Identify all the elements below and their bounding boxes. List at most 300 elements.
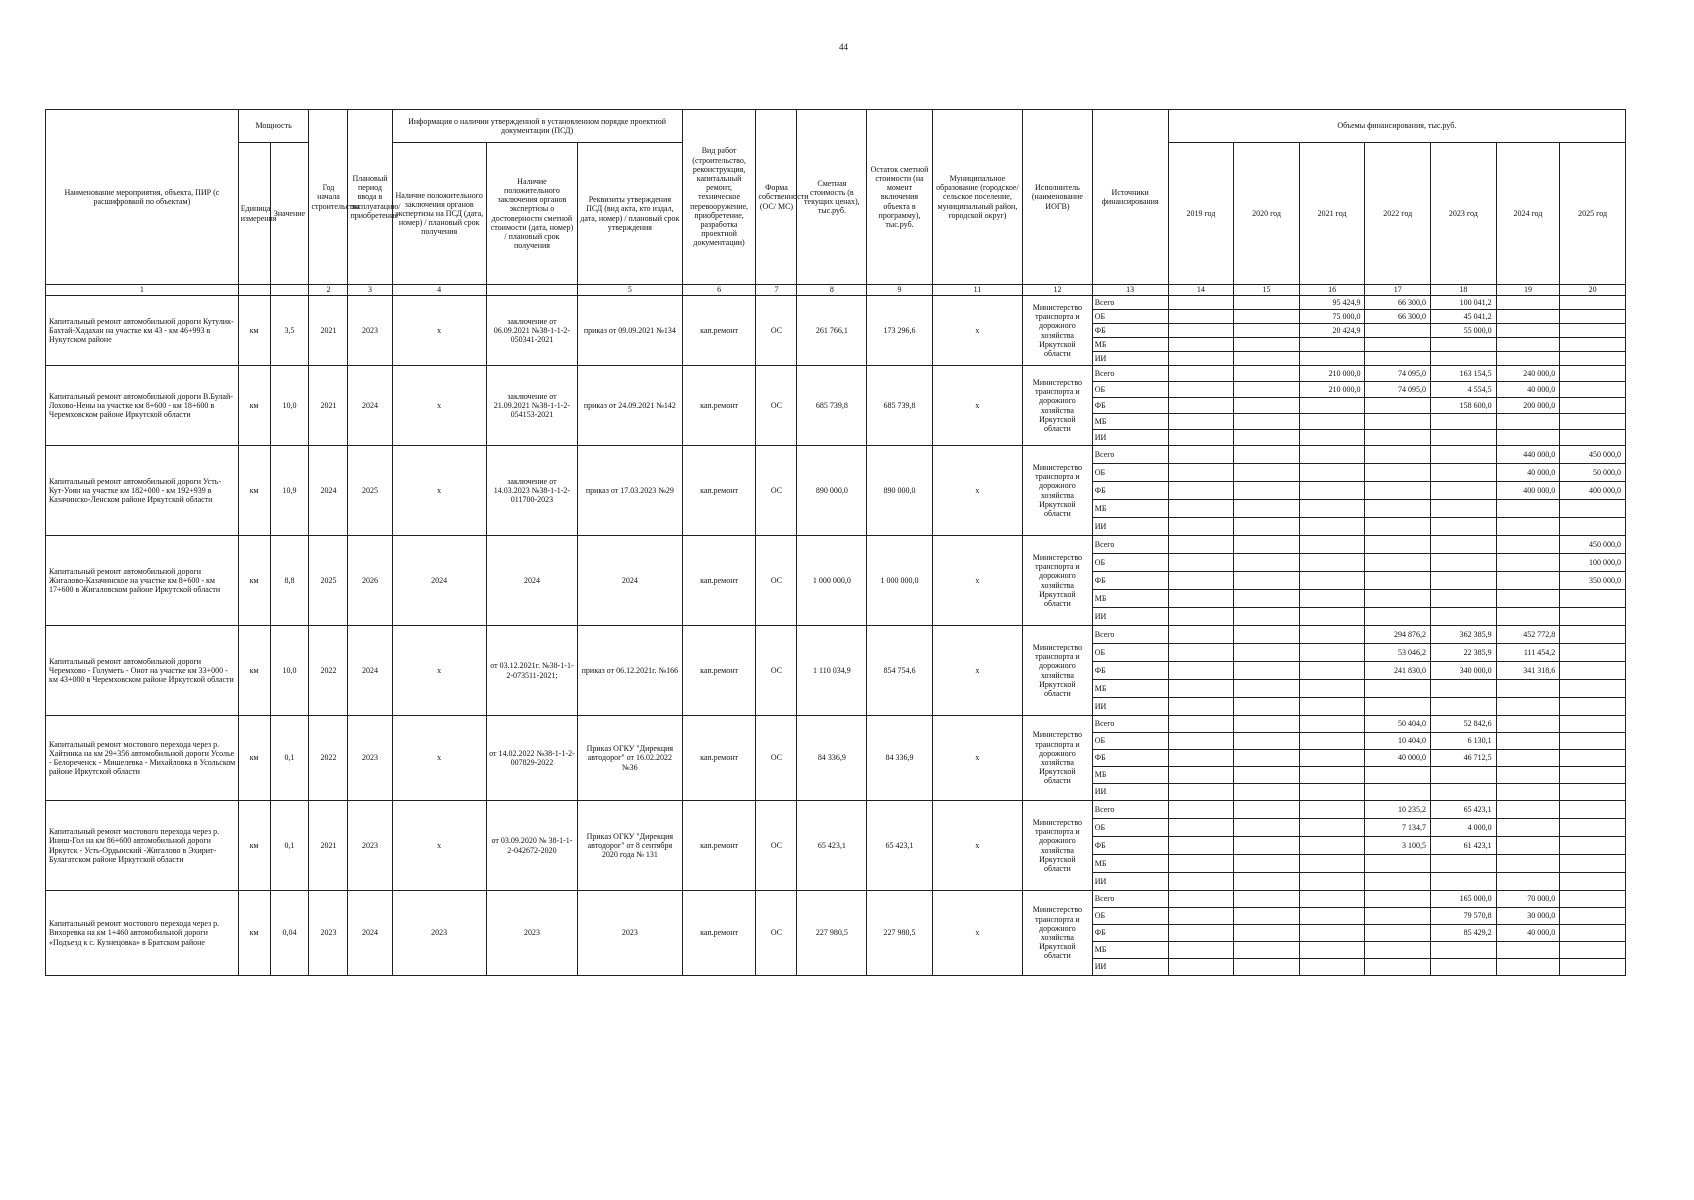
funding-value-cell [1365, 536, 1431, 554]
funding-source-cell: ИИ [1092, 784, 1168, 801]
funding-value-cell: 350 000,0 [1560, 572, 1626, 590]
funding-value-cell [1168, 891, 1234, 908]
funding-value-cell [1431, 464, 1497, 482]
funding-value-cell [1234, 338, 1300, 352]
object-name: Капитальный ремонт автомобильной дороги В.Булай-Лохово-Нены на участке км 8+600 - км 18+600 в Черемховском районе Иркутской области [46, 366, 239, 446]
funding-value-cell: 45 041,2 [1431, 310, 1497, 324]
funding-source-cell: МБ [1092, 590, 1168, 608]
executor-cell: Министерство транспорта и дорожного хозяйства Иркутской области [1023, 891, 1093, 976]
table-row [46, 536, 1626, 554]
funding-value-cell [1365, 925, 1431, 942]
value-cell: 0,1 [270, 716, 309, 801]
column-number: 17 [1365, 285, 1431, 296]
funding-value-cell [1234, 716, 1300, 733]
funding-value-cell [1560, 716, 1626, 733]
funding-value-cell [1496, 698, 1560, 716]
funding-value-cell [1365, 855, 1431, 873]
funding-value-cell: 241 830,0 [1365, 662, 1431, 680]
funding-value-cell [1431, 554, 1497, 572]
municipality-cell: х [932, 296, 1022, 366]
ownership-cell: ОС [756, 366, 797, 446]
funding-source-cell: ОБ [1092, 644, 1168, 662]
object-name: Капитальный ремонт мостового перехода через р. Вихоревка на км 1+460 автомобильной дороги «Подъезд к с. Кузнецовка» в Братском районе [46, 891, 239, 976]
funding-value-cell [1299, 959, 1365, 976]
funding-value-cell [1168, 366, 1234, 382]
funding-value-cell: 75 000,0 [1299, 310, 1365, 324]
funding-value-cell: 61 423,1 [1431, 837, 1497, 855]
work-type-cell: кап.ремонт [682, 296, 756, 366]
funding-value-cell: 165 000,0 [1431, 891, 1497, 908]
funding-value-cell [1234, 414, 1300, 430]
funding-value-cell [1496, 338, 1560, 352]
funding-value-cell: 66 300,0 [1365, 296, 1431, 310]
executor-cell: Министерство транспорта и дорожного хозяйства Иркутской области [1023, 296, 1093, 366]
remaining-cost-cell: 890 000,0 [867, 446, 933, 536]
funding-value-cell [1560, 698, 1626, 716]
funding-value-cell [1560, 662, 1626, 680]
funding-value-cell: 100 000,0 [1560, 554, 1626, 572]
funding-value-cell [1234, 644, 1300, 662]
funding-value-cell [1496, 352, 1560, 366]
funding-value-cell [1431, 430, 1497, 446]
funding-value-cell [1365, 500, 1431, 518]
funding-value-cell [1168, 819, 1234, 837]
table-row [46, 296, 1626, 310]
funding-value-cell [1234, 608, 1300, 626]
funding-source-cell: Всего [1092, 446, 1168, 464]
funding-value-cell [1234, 310, 1300, 324]
funding-value-cell [1168, 855, 1234, 873]
funding-value-cell: 158 600,0 [1431, 398, 1497, 414]
column-number [486, 285, 577, 296]
funding-value-cell: 40 000,0 [1496, 464, 1560, 482]
funding-value-cell [1234, 482, 1300, 500]
funding-value-cell [1560, 382, 1626, 398]
unit-cell: км [238, 626, 270, 716]
funding-value-cell [1299, 572, 1365, 590]
funding-value-cell: 85 429,2 [1431, 925, 1497, 942]
value-cell: 3,5 [270, 296, 309, 366]
funding-value-cell [1431, 767, 1497, 784]
funding-value-cell [1560, 750, 1626, 767]
funding-value-cell [1299, 352, 1365, 366]
funding-source-cell: ФБ [1092, 572, 1168, 590]
table-row [46, 716, 1626, 733]
funding-value-cell [1365, 398, 1431, 414]
funding-value-cell [1299, 733, 1365, 750]
funding-value-cell [1168, 767, 1234, 784]
funding-value-cell [1560, 430, 1626, 446]
funding-source-cell: МБ [1092, 680, 1168, 698]
object-name: Капитальный ремонт автомобильной дороги Усть-Кут-Уоян на участке км 182+000 - км 192+939 в Казачинско-Ленском районе Иркутской области [46, 446, 239, 536]
table-row [46, 801, 1626, 819]
funding-value-cell [1431, 352, 1497, 366]
funding-value-cell: 10 235,2 [1365, 801, 1431, 819]
funding-value-cell [1431, 518, 1497, 536]
work-type-cell: кап.ремонт [682, 716, 756, 801]
header-capacity: Мощность [238, 110, 309, 143]
municipality-cell: х [932, 716, 1022, 801]
funding-value-cell [1560, 518, 1626, 536]
header-psd-approval: Реквизиты утверждения ПСД (вид акта, кто издал, дата, номер) / плановый срок утверждения [578, 143, 683, 285]
ownership-cell: ОС [756, 536, 797, 626]
ownership-cell: ОС [756, 716, 797, 801]
executor-cell: Министерство транспорта и дорожного хозяйства Иркутской области [1023, 366, 1093, 446]
funding-value-cell [1496, 554, 1560, 572]
object-name: Капитальный ремонт мостового перехода через р. Хайтинка на км 29+356 автомобильной дороги Усолье - Белореченск - Мишелевка - Михайловка в Усольском районе Иркутской области [46, 716, 239, 801]
planned-period-cell: 2025 [348, 446, 392, 536]
table-row [46, 366, 1626, 382]
funding-value-cell [1234, 767, 1300, 784]
psd-cost-expertise-cell: от 14.02.2022 №38-1-1-2-007829-2022 [486, 716, 577, 801]
start-year-cell: 2024 [309, 446, 348, 536]
funding-value-cell [1560, 891, 1626, 908]
funding-value-cell [1168, 398, 1234, 414]
planned-period-cell: 2023 [348, 296, 392, 366]
work-type-cell: кап.ремонт [682, 801, 756, 891]
funding-value-cell [1299, 801, 1365, 819]
object-name: Капитальный ремонт автомобильной дороги Кутулик-Бахтай-Хадахан на участке км 43 - км 46+993 в Нукутском районе [46, 296, 239, 366]
funding-source-cell: ОБ [1092, 554, 1168, 572]
funding-source-cell: МБ [1092, 767, 1168, 784]
funding-value-cell: 163 154,5 [1431, 366, 1497, 382]
funding-value-cell [1365, 324, 1431, 338]
column-number [238, 285, 270, 296]
executor-cell: Министерство транспорта и дорожного хозяйства Иркутской области [1023, 536, 1093, 626]
funding-value-cell [1431, 959, 1497, 976]
funding-value-cell: 30 000,0 [1496, 908, 1560, 925]
funding-value-cell [1365, 482, 1431, 500]
funding-value-cell [1168, 733, 1234, 750]
funding-value-cell [1365, 942, 1431, 959]
column-number: 12 [1023, 285, 1093, 296]
funding-value-cell [1431, 608, 1497, 626]
funding-source-cell: ФБ [1092, 398, 1168, 414]
funding-value-cell: 22 385,9 [1431, 644, 1497, 662]
funding-value-cell [1560, 590, 1626, 608]
funding-value-cell: 40 000,0 [1496, 925, 1560, 942]
funding-value-cell [1168, 572, 1234, 590]
value-cell: 10,9 [270, 446, 309, 536]
funding-value-cell [1168, 310, 1234, 324]
funding-value-cell [1168, 500, 1234, 518]
funding-value-cell: 7 134,7 [1365, 819, 1431, 837]
funding-value-cell [1234, 873, 1300, 891]
funding-value-cell [1560, 819, 1626, 837]
funding-value-cell [1560, 959, 1626, 976]
funding-source-cell: МБ [1092, 500, 1168, 518]
funding-value-cell [1560, 398, 1626, 414]
start-year-cell: 2022 [309, 716, 348, 801]
funding-value-cell [1365, 784, 1431, 801]
funding-value-cell [1496, 572, 1560, 590]
funding-value-cell [1431, 500, 1497, 518]
funding-value-cell [1560, 837, 1626, 855]
funding-value-cell [1299, 464, 1365, 482]
funding-value-cell [1431, 536, 1497, 554]
municipality-cell: х [932, 366, 1022, 446]
funding-source-cell: МБ [1092, 338, 1168, 352]
funding-value-cell: 3 100,5 [1365, 837, 1431, 855]
funding-value-cell [1168, 482, 1234, 500]
funding-source-cell: Всего [1092, 626, 1168, 644]
funding-value-cell [1234, 733, 1300, 750]
funding-source-cell: ИИ [1092, 608, 1168, 626]
funding-source-cell: ФБ [1092, 324, 1168, 338]
table-row [46, 446, 1626, 464]
funding-value-cell: 79 570,8 [1431, 908, 1497, 925]
funding-value-cell [1365, 590, 1431, 608]
funding-value-cell [1299, 819, 1365, 837]
start-year-cell: 2021 [309, 296, 348, 366]
psd-approval-cell: Приказ ОГКУ "Дирекция автодорог" от 8 сентября 2020 года № 131 [578, 801, 683, 891]
planned-period-cell: 2023 [348, 716, 392, 801]
funding-value-cell [1496, 873, 1560, 891]
estimated-cost-cell: 65 423,1 [797, 801, 867, 891]
funding-value-cell [1299, 590, 1365, 608]
funding-value-cell [1234, 855, 1300, 873]
funding-value-cell [1299, 942, 1365, 959]
funding-value-cell [1560, 366, 1626, 382]
funding-value-cell: 450 000,0 [1560, 536, 1626, 554]
header-name: Наименование мероприятия, объекта, ПИР (с расшифровкой по объектам) [46, 110, 239, 285]
header-work-type: Вид работ (строительство, реконструкция, капитальный ремонт, техническое перевооружение, приобретение, разработка проектной документации) [682, 110, 756, 285]
funding-source-cell: ИИ [1092, 430, 1168, 446]
funding-value-cell: 53 046,2 [1365, 644, 1431, 662]
funding-source-cell: ИИ [1092, 873, 1168, 891]
funding-value-cell [1168, 296, 1234, 310]
funding-value-cell [1168, 536, 1234, 554]
funding-value-cell: 340 000,0 [1431, 662, 1497, 680]
funding-value-cell [1168, 698, 1234, 716]
psd-approval-cell: приказ от 09.09.2021 №134 [578, 296, 683, 366]
psd-approval-cell: приказ от 17.03.2023 №29 [578, 446, 683, 536]
funding-value-cell: 6 130,1 [1431, 733, 1497, 750]
funding-value-cell [1299, 500, 1365, 518]
start-year-cell: 2021 [309, 366, 348, 446]
value-cell: 8,8 [270, 536, 309, 626]
funding-value-cell [1431, 590, 1497, 608]
funding-value-cell: 52 842,6 [1431, 716, 1497, 733]
funding-value-cell [1299, 644, 1365, 662]
header-remaining-cost: Остаток сметной стоимости (на момент включения объекта в программу), тыс.руб. [867, 110, 933, 285]
funding-value-cell [1168, 464, 1234, 482]
work-type-cell: кап.ремонт [682, 626, 756, 716]
column-number: 4 [392, 285, 486, 296]
funding-value-cell: 46 712,5 [1431, 750, 1497, 767]
funding-value-cell [1496, 801, 1560, 819]
funding-value-cell [1168, 608, 1234, 626]
work-type-cell: кап.ремонт [682, 366, 756, 446]
funding-value-cell [1234, 398, 1300, 414]
planned-period-cell: 2024 [348, 891, 392, 976]
funding-source-cell: Всего [1092, 296, 1168, 310]
funding-value-cell [1299, 608, 1365, 626]
funding-source-cell: МБ [1092, 942, 1168, 959]
planned-period-cell: 2024 [348, 366, 392, 446]
unit-cell: км [238, 536, 270, 626]
funding-value-cell [1431, 873, 1497, 891]
executor-cell: Министерство транспорта и дорожного хозяйства Иркутской области [1023, 801, 1093, 891]
funding-value-cell [1560, 626, 1626, 644]
header-year-2023: 2023 год [1431, 143, 1497, 285]
funding-value-cell: 362 385,9 [1431, 626, 1497, 644]
funding-value-cell [1168, 590, 1234, 608]
funding-value-cell [1168, 959, 1234, 976]
column-number: 1 [46, 285, 239, 296]
funding-value-cell: 294 876,2 [1365, 626, 1431, 644]
psd-expertise-cell: 2024 [392, 536, 486, 626]
funding-value-cell [1431, 482, 1497, 500]
ownership-cell: ОС [756, 891, 797, 976]
funding-value-cell [1299, 925, 1365, 942]
column-number [270, 285, 309, 296]
funding-value-cell [1168, 382, 1234, 398]
municipality-cell: х [932, 626, 1022, 716]
funding-value-cell [1560, 338, 1626, 352]
funding-value-cell [1496, 837, 1560, 855]
funding-value-cell [1365, 430, 1431, 446]
funding-value-cell [1299, 338, 1365, 352]
funding-value-cell [1168, 784, 1234, 801]
funding-source-cell: ОБ [1092, 908, 1168, 925]
estimated-cost-cell: 685 739,8 [797, 366, 867, 446]
psd-cost-expertise-cell: заключение от 06.09.2021 №38-1-1-2-050341-2021 [486, 296, 577, 366]
header-year-2019: 2019 год [1168, 143, 1234, 285]
funding-value-cell [1299, 837, 1365, 855]
funding-value-cell [1560, 500, 1626, 518]
remaining-cost-cell: 854 754,6 [867, 626, 933, 716]
remaining-cost-cell: 84 336,9 [867, 716, 933, 801]
funding-value-cell: 65 423,1 [1431, 801, 1497, 819]
unit-cell: км [238, 891, 270, 976]
column-number: 14 [1168, 285, 1234, 296]
funding-value-cell [1365, 446, 1431, 464]
funding-value-cell [1365, 908, 1431, 925]
ownership-cell: ОС [756, 626, 797, 716]
column-number: 2 [309, 285, 348, 296]
estimated-cost-cell: 890 000,0 [797, 446, 867, 536]
funding-value-cell [1365, 680, 1431, 698]
funding-value-cell [1496, 959, 1560, 976]
psd-approval-cell: 2023 [578, 891, 683, 976]
psd-expertise-cell: х [392, 626, 486, 716]
funding-source-cell: Всего [1092, 536, 1168, 554]
ownership-cell: ОС [756, 296, 797, 366]
funding-value-cell [1234, 801, 1300, 819]
funding-source-cell: ИИ [1092, 698, 1168, 716]
funding-value-cell [1168, 837, 1234, 855]
funding-value-cell [1496, 680, 1560, 698]
funding-value-cell [1168, 908, 1234, 925]
funding-value-cell: 20 424,9 [1299, 324, 1365, 338]
municipality-cell: х [932, 801, 1022, 891]
unit-cell: км [238, 716, 270, 801]
funding-value-cell [1365, 891, 1431, 908]
funding-value-cell [1560, 873, 1626, 891]
funding-value-cell [1168, 801, 1234, 819]
value-cell: 10,0 [270, 626, 309, 716]
column-number: 19 [1496, 285, 1560, 296]
header-year-2022: 2022 год [1365, 143, 1431, 285]
funding-value-cell [1431, 784, 1497, 801]
psd-expertise-cell: х [392, 366, 486, 446]
estimated-cost-cell: 1 000 000,0 [797, 536, 867, 626]
funding-source-cell: ИИ [1092, 352, 1168, 366]
value-cell: 0,1 [270, 801, 309, 891]
funding-value-cell [1234, 819, 1300, 837]
header-funding-sources: Источники финансирования [1092, 110, 1168, 285]
funding-source-cell: ФБ [1092, 482, 1168, 500]
remaining-cost-cell: 1 000 000,0 [867, 536, 933, 626]
funding-value-cell [1168, 680, 1234, 698]
funding-value-cell [1560, 414, 1626, 430]
table-body [46, 296, 1626, 976]
funding-value-cell [1431, 680, 1497, 698]
funding-value-cell [1234, 698, 1300, 716]
funding-value-cell [1168, 446, 1234, 464]
header-municipality: Муниципальное образование (городское/сельское поселение, муниципальный район, городской округ) [932, 110, 1022, 285]
funding-value-cell [1168, 338, 1234, 352]
value-cell: 0,04 [270, 891, 309, 976]
funding-value-cell: 111 454,2 [1496, 644, 1560, 662]
funding-value-cell [1496, 819, 1560, 837]
header-planned-period: Плановый период ввода в эксплуатацию/приобретения [348, 110, 392, 285]
funding-value-cell [1234, 446, 1300, 464]
funding-value-cell [1365, 608, 1431, 626]
funding-value-cell: 50 404,0 [1365, 716, 1431, 733]
estimated-cost-cell: 261 766,1 [797, 296, 867, 366]
funding-source-cell: ФБ [1092, 662, 1168, 680]
funding-value-cell [1168, 873, 1234, 891]
funding-value-cell [1365, 464, 1431, 482]
funding-value-cell: 74 095,0 [1365, 366, 1431, 382]
funding-value-cell [1496, 430, 1560, 446]
start-year-cell: 2023 [309, 891, 348, 976]
column-number: 15 [1234, 285, 1300, 296]
header-psd-cost-expertise: Наличие положительного заключения органов экспертизы о достоверности сметной стоимости (дата, номер) / плановый срок получения [486, 143, 577, 285]
funding-value-cell [1365, 338, 1431, 352]
funding-value-cell: 4 554,5 [1431, 382, 1497, 398]
unit-cell: км [238, 296, 270, 366]
table-row [46, 891, 1626, 908]
psd-cost-expertise-cell: 2024 [486, 536, 577, 626]
funding-value-cell [1234, 554, 1300, 572]
funding-value-cell: 50 000,0 [1560, 464, 1626, 482]
funding-source-cell: ФБ [1092, 925, 1168, 942]
page-number: 44 [839, 42, 848, 52]
funding-value-cell [1560, 608, 1626, 626]
funding-value-cell [1234, 352, 1300, 366]
column-number: 18 [1431, 285, 1497, 296]
header-start-year: Год начала строительства [309, 110, 348, 285]
funding-value-cell [1299, 626, 1365, 644]
funding-value-cell [1560, 644, 1626, 662]
psd-expertise-cell: х [392, 801, 486, 891]
funding-value-cell [1560, 680, 1626, 698]
funding-value-cell [1168, 414, 1234, 430]
start-year-cell: 2021 [309, 801, 348, 891]
funding-value-cell [1299, 398, 1365, 414]
funding-value-cell [1299, 698, 1365, 716]
psd-cost-expertise-cell: 2023 [486, 891, 577, 976]
funding-value-cell [1496, 733, 1560, 750]
municipality-cell: х [932, 891, 1022, 976]
funding-value-cell [1299, 554, 1365, 572]
funding-value-cell [1431, 446, 1497, 464]
funding-value-cell [1496, 716, 1560, 733]
header-unit: Единица измерения [238, 143, 270, 285]
